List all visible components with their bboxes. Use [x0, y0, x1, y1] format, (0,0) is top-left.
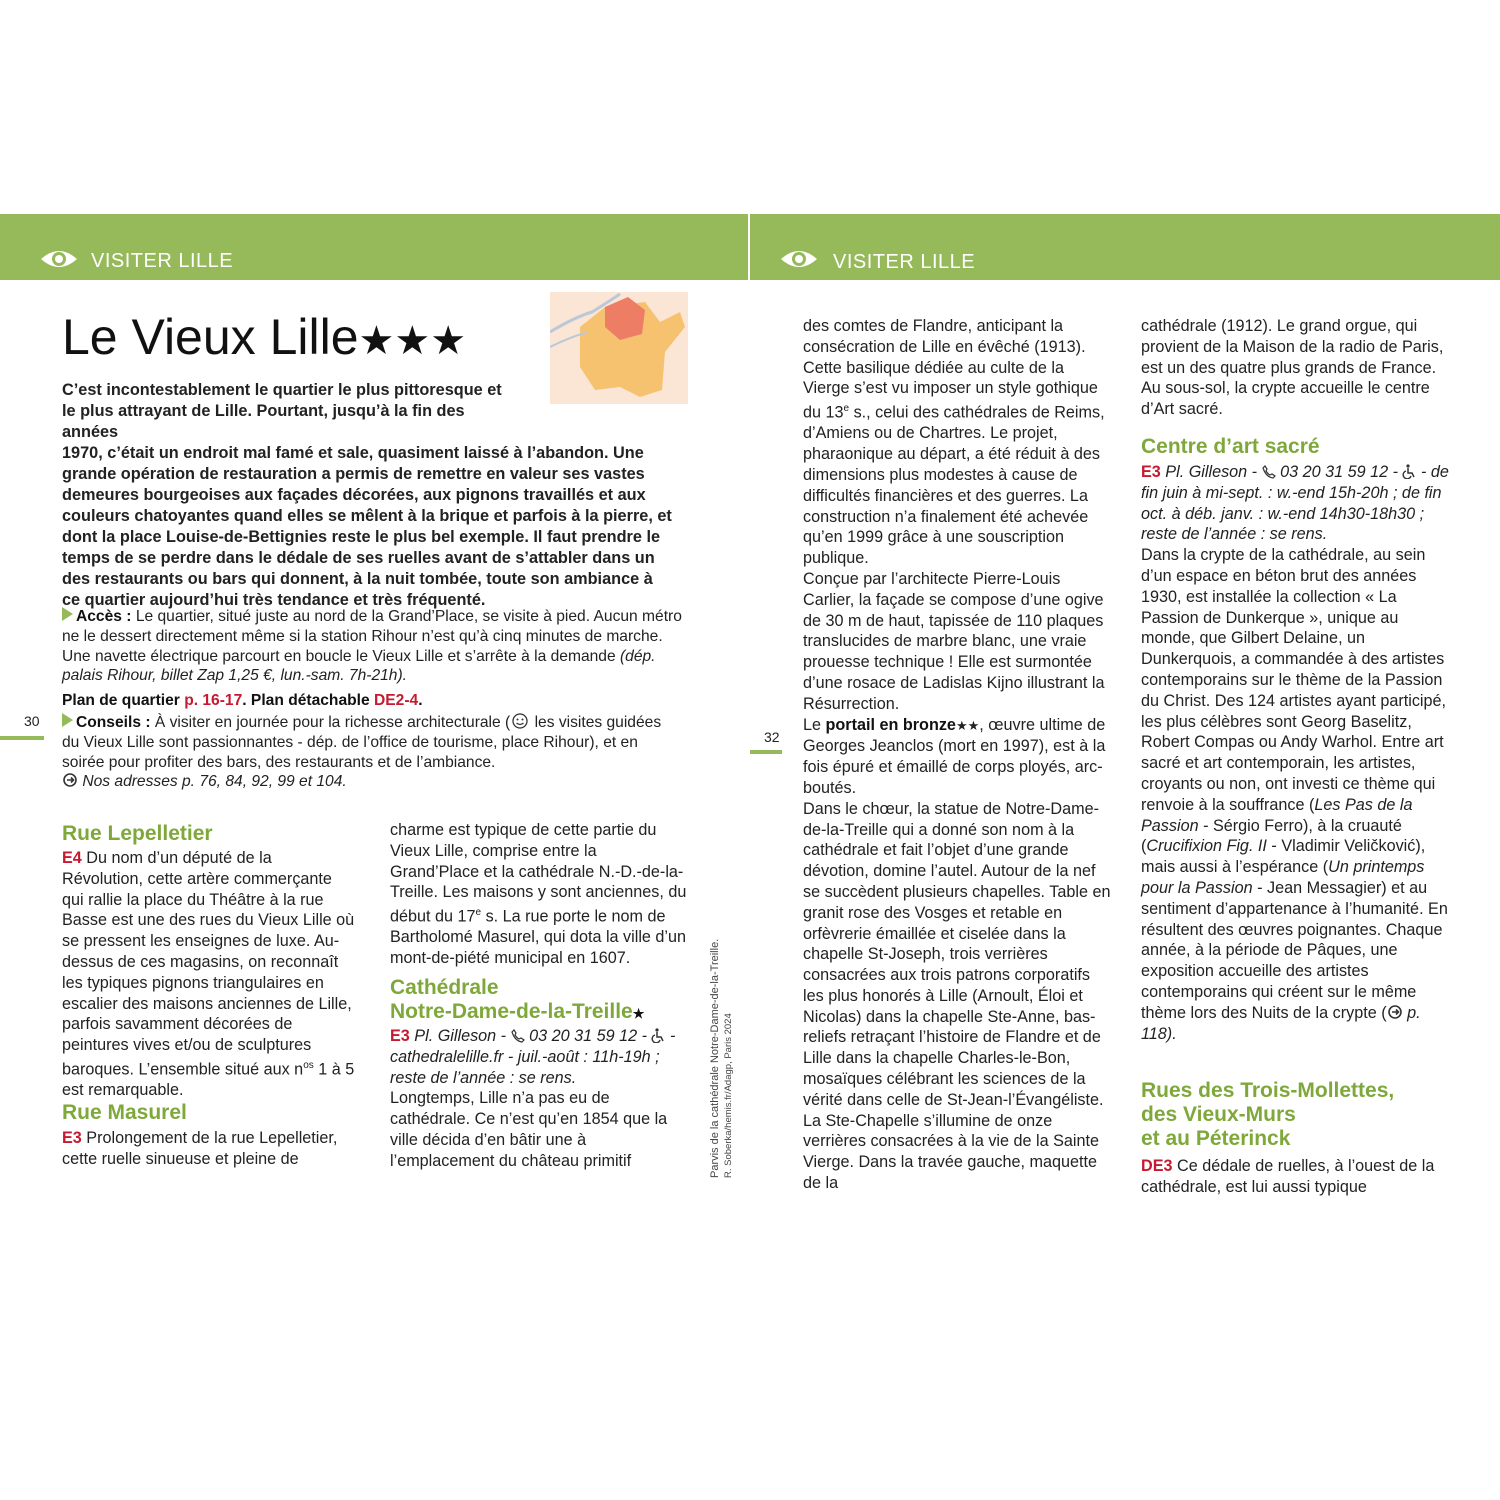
- column-four-intro: [1141, 316, 1449, 420]
- heading-line: Cathédrale: [390, 976, 499, 999]
- rue-masurel-text: [62, 1128, 352, 1170]
- address-arrow-icon: [1387, 1005, 1403, 1019]
- body-text: des comtes de Flandre, anticipant la consécration de Lille en évêché (1913). Cette basilique dédiée au culte de la Vierge s’est vu imposer un style gothique du 13: [803, 317, 1098, 422]
- heading-rue-lepelletier: Rue Lepelletier: [62, 822, 213, 845]
- superscript: e: [843, 403, 850, 415]
- phone-number: 03 20 31 59 12 -: [524, 1027, 652, 1045]
- rating-stars: ★★: [955, 717, 980, 733]
- artwork-title: Crucifixion Fig. II: [1146, 837, 1267, 856]
- body-text: s., celui des cathédrales de Reims, d’Amiens ou de Chartres. Le projet, pharaonique au départ, a été réduit à des dimensions plus modestes à cause de difficultés financières et des guerres. La construction n’a finalement été achevée qu’en 1999 grâce à une souscription publique.: [803, 403, 1105, 568]
- address-info: Pl. Gilleson -: [1160, 463, 1262, 481]
- centre-art-sacre-text: [1141, 462, 1449, 1044]
- photo-copyright: R. Soberka/hemis.fr/Adagp, Paris 2024: [723, 1013, 734, 1178]
- map-ref: DE3: [1141, 1157, 1173, 1175]
- smiley-icon: [510, 713, 530, 729]
- body-text: Ce dédale de ruelles, à l’ouest de la cathédrale, est lui aussi typique: [1141, 1157, 1435, 1196]
- page-title-text: Le Vieux Lille: [62, 309, 359, 365]
- triangle-icon: [62, 713, 73, 727]
- section-label: VISITER LILLE: [91, 250, 234, 272]
- body-text: - Sérgio Ferro), à la cruauté (: [1141, 816, 1402, 856]
- heading-line: des Vieux-Murs: [1141, 1103, 1296, 1126]
- section-label: VISITER LILLE: [833, 251, 976, 273]
- address-arrow-icon: [62, 773, 78, 787]
- tips-note: [62, 713, 682, 792]
- heading-centre-art-sacre: Centre d’art sacré: [1141, 435, 1320, 458]
- body-text: cathédrale (1912). Le grand orgue, qui provient de la Maison de la radio de Paris, est un des quatre plus grands de France. Au sous-sol, la crypte accueille le centre d’Art sacré.: [1141, 317, 1444, 419]
- wheelchair-icon: [1402, 464, 1416, 479]
- map-ref: E3: [390, 1027, 410, 1045]
- page-number-right: 32: [764, 729, 780, 745]
- body-text: Conçue par l’architecte Pierre-Louis Carlier, la façade se compose d’une ogive de 30 m de haut, tapissée de 110 plaques translucides de marbre blanc, une vraie prouesse technique ! Elle est surmontée d’une rosace de Ladislas Kijno illustrant la Résurrection.: [803, 569, 1105, 713]
- phone-icon: [1262, 465, 1276, 479]
- photo-credit: [708, 868, 736, 1178]
- heading-rues-trois-mollettes: [1141, 1079, 1394, 1151]
- rating-star: ★: [632, 1006, 645, 1021]
- superscript: e: [475, 907, 482, 919]
- section-header-left: [0, 214, 748, 280]
- phone-icon: [511, 1029, 525, 1043]
- addresses-reference: Nos adresses p. 76, 84, 92, 99 et 104.: [78, 773, 347, 791]
- plan-ref-link[interactable]: p. 16-17: [184, 692, 243, 709]
- address-info: Pl. Gilleson -: [409, 1027, 511, 1045]
- body-text: - Jean Messagier) et au sentiment d’appartenance à l’humanité. En résultent des œuvres poignantes. Chaque année, à la période de Pâques, une exposition accueille des artistes contemporains qui créent sur le même thème lors des Nuits de la crypte (: [1141, 878, 1448, 1022]
- photo-caption: Parvis de la cathédrale Notre-Dame-de-la-Treille.: [709, 938, 721, 1178]
- tips-text: les visites guidées du Vieux Lille sont passionnantes - dép. de l’office de tourisme, place Rihour), et en soirée pour profiter des bars, des restaurants et de l’ambiance.: [62, 714, 662, 771]
- heading-rue-masurel: Rue Masurel: [62, 1101, 187, 1124]
- heading-cathedrale: [390, 976, 644, 1026]
- body-text: Dans la crypte de la cathédrale, au sein d’un espace en béton brut des années 1930, est installée la collection « La Passion de Dunkerque », unique au monde, que Gilbert Delaine, un Dunkerquois, a commandée à des artistes contemporains sur le thème de la Passion du Christ. Des 124 artistes ayant participé, les plus célèbres sont Georg Baselitz, Robert Compas ou Andy Warhol. Entre art sacré et art contemporain, les artistes, croyants ou non, ont investi ce thème qui renvoie à la souffrance (: [1141, 546, 1447, 814]
- highlight-text: portail en bronze: [825, 715, 956, 734]
- eye-icon: [40, 248, 78, 270]
- body-text: s. La rue porte le nom de Bartholomé Masurel, qui dota la ville d’un mont-de-piété municipal en 1607.: [390, 907, 687, 968]
- intro-paragraph: [62, 380, 672, 611]
- cathedrale-text: [390, 1026, 690, 1172]
- opening-hours: - cathedralelille.fr - juil.-août : 11h-19h ; reste de l’année : se rens.: [390, 1027, 676, 1087]
- access-text: Le quartier, situé juste au nord de la Grand’Place, se visite à pied. Aucun métro ne le dessert directement même si la station Rihour n’est qu’à cinq minutes de marche. Une navette électrique parcourt en boucle le Vieux Lille et s’arrête à la demande: [62, 608, 682, 665]
- map-ref: E4: [62, 849, 82, 867]
- heading-line: Rues des Trois-Mollettes,: [1141, 1079, 1395, 1102]
- cathedrale-continued: [803, 316, 1113, 1194]
- body-text: , œuvre ultime de Georges Jeanclos (mort en 1997), est à la fois épuré et émaillé de corps ployés, arc-boutés.: [803, 715, 1106, 797]
- section-header-right: [750, 214, 1500, 280]
- phone-number: 03 20 31 59 12 -: [1275, 463, 1403, 481]
- page-title: [62, 308, 466, 366]
- page-marker-right: [750, 750, 782, 754]
- intro-line: le plus attrayant de Lille. Pourtant, jusqu’à la fin des années: [62, 402, 465, 441]
- page-marker-left: [0, 736, 44, 740]
- intro-text: 1970, c’était un endroit mal famé et sale, quasiment laissé à l’abandon. Une grande opération de restauration a permis de remettre en valeur ses vastes demeures bourgeoises aux façades décorées, aux pignons travaillés et aux couleurs chatoyantes quand elles se mêlent à la brique et parfois à la pierre, et dont la place Louise-de-Bettignies reste le plus bel exemple. Il faut prendre le temps de se perdre dans le dédale de ses ruelles avant de s’attabler dans un des restaurants ou bars qui donnent, à la nuit tombée, toute son ambiance à ce quartier aujourd’hui très tendance et très fréquenté.: [62, 444, 672, 609]
- body-text: Le: [803, 715, 826, 734]
- plan-note: [62, 691, 682, 711]
- body-text: Longtemps, Lille n’a pas eu de cathédrale. Ce n’est qu’en 1854 que la ville décida d’en bâtir une à l’emplacement du château primitif: [390, 1089, 668, 1170]
- tips-text: À visiter en journée pour la richesse architecturale (: [150, 714, 511, 731]
- body-text: charme est typique de cette partie du Vieux Lille, comprise entre la Grand’Place et la cathédrale N.-D.-de-la-Treille. Les maisons y sont anciennes, du début du 17: [390, 821, 687, 926]
- map-ref: E3: [1141, 463, 1161, 481]
- opening-hours: - de fin juin à mi-sept. : w.-end 15h-20h ; de fin oct. à déb. janv. : w.-end 14h30-18h30 ; reste de l’année : se rens.: [1141, 463, 1449, 544]
- body-text: Prolongement de la rue Lepelletier, cette ruelle sinueuse et pleine de: [62, 1129, 338, 1168]
- rue-masurel-continued: [390, 820, 690, 969]
- access-note: [62, 607, 682, 686]
- plan-ref-link[interactable]: DE2-4: [374, 692, 419, 709]
- heading-line: Notre-Dame-de-la-Treille: [390, 1000, 633, 1023]
- intro-line: C’est incontestablement le quartier le plus pittoresque et: [62, 381, 502, 399]
- page-reference: p. 118).: [1141, 1003, 1421, 1043]
- map-ref: E3: [62, 1129, 82, 1147]
- rating-stars: ★★★: [358, 319, 467, 363]
- superscript: os: [303, 1059, 314, 1071]
- access-details: (dép. palais Rihour, billet Zap 1,25 €, lun.-sam. 7h-21h).: [62, 647, 656, 685]
- body-text: - Vladimir Veličković), mais aussi à l’espérance (: [1141, 837, 1426, 877]
- triangle-icon: [62, 607, 73, 621]
- wheelchair-icon: [651, 1028, 665, 1043]
- plan-label: Plan de quartier: [62, 692, 185, 709]
- artwork-title: Les Pas de la Passion: [1141, 795, 1413, 835]
- heading-line: et au Péterinck: [1141, 1127, 1291, 1150]
- access-label: Accès :: [76, 608, 132, 625]
- plan-label: .: [418, 692, 423, 709]
- page-number-left: 30: [24, 713, 40, 729]
- plan-label: . Plan détachable: [242, 692, 374, 709]
- body-text: Du nom d’un député de la Révolution, cette artère commerçante qui rallie la place du Théâtre à la rue Basse est une des rues du Vieux Lille où se pressent les enseignes de luxe. Au-dessus de ces magasins, on reconnaît les typiques pignons triangulaires en escalier des maisons anciennes de Lille, parfois savamment décorées de peintures vives et/ou de sculptures baroques. L’ensemble situé aux n: [62, 849, 355, 1079]
- rues-text: [1141, 1156, 1449, 1198]
- body-text: Dans le chœur, la statue de Notre-Dame-de-la-Treille qui a donné son nom à la cathédrale et fait l’objet d’une grande dévotion, domine l’autel. Autour de la nef se succèdent plusieurs chapelles. Table en granit rose des Vosges et retable en orfèvrerie émaillée et ciselée dans la chapelle St-Joseph, trois verrières consacrées aux trois patrons corporatifs les plus honorés à Lille (Arnoult, Éloi et Nicolas) dans la chapelle Ste-Anne, bas-reliefs retraçant l’histoire de Flandre et de Lille dans la chapelle Charles-le-Bon, mosaïques célébrant les sciences de la vérité dans celle de St-Jean-l’Évangéliste. La Ste-Chapelle s’illumine de onze verrières consacrées à la vie de la Sainte Vierge. Dans la travée gauche, maquette de la: [803, 799, 1111, 1193]
- tips-label: Conseils :: [76, 714, 151, 731]
- rue-lepelletier-text: [62, 848, 357, 1101]
- eye-icon: [780, 248, 818, 270]
- artwork-title: Un printemps pour la Passion: [1141, 858, 1425, 897]
- body-text: 1 à 5 est remarquable.: [62, 1060, 355, 1100]
